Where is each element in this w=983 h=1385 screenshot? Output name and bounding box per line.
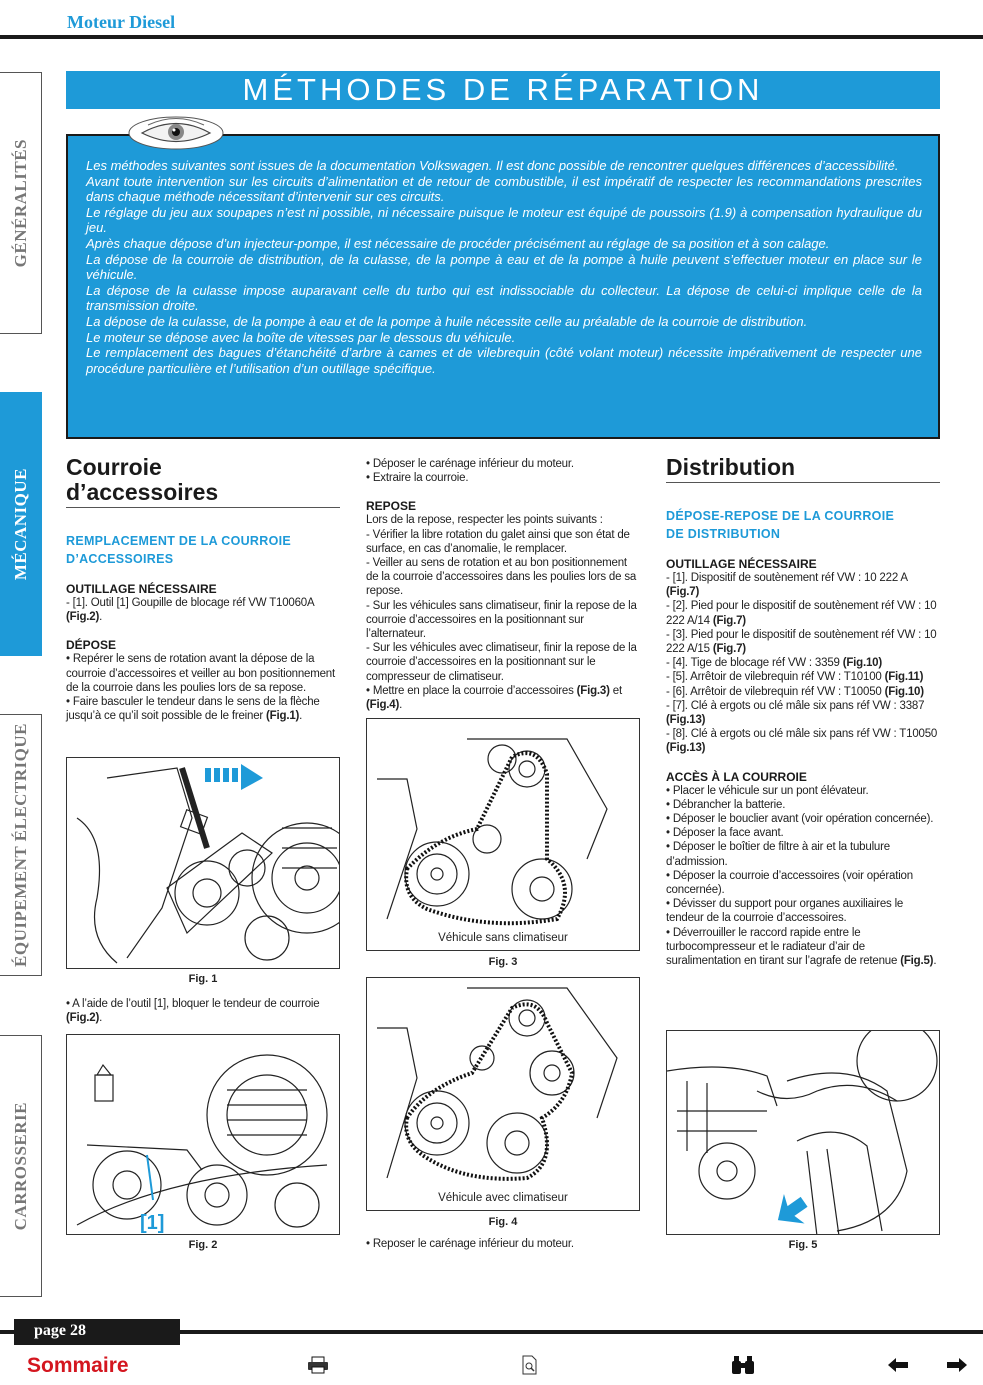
- tab-carrosserie[interactable]: [0, 1035, 42, 1297]
- depose-title: DÉPOSE: [66, 638, 117, 653]
- belt-diagram-with-ac: [367, 978, 640, 1188]
- figure-1: [66, 757, 340, 969]
- text: - [2]. Pied pour le dispositif de soutènement réf VW : 10 222 A/14: [666, 600, 937, 627]
- intro-paragraph: Après chaque dépose d’un injecteur-pompe, il est nécessaire de procéder précisément au réglage de sa position et à son calage.: [86, 235, 830, 251]
- intro-box: [66, 134, 940, 439]
- tab-equipement-electrique[interactable]: [0, 714, 42, 976]
- document-search-icon[interactable]: [517, 1354, 543, 1376]
- printer-icon[interactable]: [305, 1354, 331, 1376]
- intro-paragraph: La dépose de la culasse impose auparavant celle du turbo qui est indissociable du collecteur. La dépose de celui-ci implique celle de la transmission droite.: [86, 282, 922, 314]
- subheading-line: DE DISTRIBUTION: [666, 527, 781, 541]
- tool-item: [666, 571, 940, 599]
- intro-paragraph: La dépose de la culasse, de la pompe à eau et de la pompe à huile nécessite celle au préalable de la courroie de distribution.: [86, 313, 808, 329]
- tool-item: [666, 599, 940, 627]
- figure-ref[interactable]: (Fig.10): [842, 657, 883, 670]
- fig2-intro: • A l’aide de l’outil [1], bloquer le tendeur de courroie (Fig.2).: [66, 998, 320, 1025]
- page-title: MÉTHODES DE RÉPARATION: [242, 72, 764, 107]
- figure-caption: Fig. 4: [488, 1216, 518, 1228]
- tab-label: CARROSSERIE: [10, 1101, 30, 1231]
- section-heading: [66, 455, 340, 508]
- alternator-illustration: [67, 1035, 340, 1235]
- figure-caption: Fig. 2: [188, 1239, 218, 1251]
- acces-step: • Déposer la face avant.: [666, 827, 784, 840]
- repose-intro: Lors de la repose, respecter les points suivants :: [366, 514, 603, 527]
- figure-ref[interactable]: (Fig.13): [666, 714, 706, 727]
- repose-step: - Vérifier la libre rotation du galet ainsi que son état de surface, en cas d’anomalie, le remplacer.: [366, 528, 630, 555]
- column-courroie-accessoires: [66, 455, 340, 723]
- engine-illustration: [67, 758, 340, 969]
- figure-ref[interactable]: (Fig.2): [66, 611, 100, 624]
- sommaire-link[interactable]: Sommaire: [27, 1354, 129, 1377]
- text: - [7]. Clé à ergots ou clé mâle six pans réf VW : 3387: [666, 699, 925, 712]
- tab-mecanique[interactable]: [0, 392, 42, 656]
- section-heading: Distribution: [666, 455, 940, 483]
- depose-step: • Repérer le sens de rotation avant la dépose de la courroie d’accessoires et veiller au bon positionnement de la courroie dans les poulies lors de sa repose.: [66, 653, 335, 694]
- repose-step: - Sur les véhicules avec climatiseur, finir la repose de la courroie d’accessoires en la positionnant sur le compresseur de climatiseur.: [366, 642, 637, 683]
- tool-item: [666, 656, 940, 670]
- repose-title: REPOSE: [366, 499, 417, 514]
- outillage-title: OUTILLAGE NÉCESSAIRE: [66, 582, 217, 596]
- acces-step: • Placer le véhicule sur un pont élévateur.: [666, 784, 869, 797]
- eye-icon: [128, 116, 224, 150]
- belt-diagram-no-ac: [367, 719, 640, 929]
- figure-3: [366, 718, 640, 951]
- figure-label: Véhicule sans climatiseur: [438, 932, 568, 944]
- acces-step: • Débrancher la batterie.: [666, 798, 786, 811]
- turbo-hose-illustration: [667, 1031, 940, 1235]
- tool-item: [666, 628, 940, 656]
- figure-ref[interactable]: (Fig.7): [712, 614, 746, 627]
- page-number: page 28: [14, 1319, 180, 1345]
- figure-caption: Fig. 1: [188, 973, 218, 985]
- outillage-title: OUTILLAGE NÉCESSAIRE: [666, 557, 817, 571]
- acces-step: • Déverrouiller le raccord rapide entre le turbocompresseur et le radiateur d’air de suralimentation en tirant sur l’agrafe de retenue (Fig.5).: [666, 926, 937, 968]
- tool-label: [1]: [140, 1212, 165, 1234]
- text: • A l’aide de l’outil [1], bloquer le tendeur de courroie: [66, 998, 320, 1010]
- subheading: [666, 507, 940, 543]
- subheading-line: DÉPOSE-REPOSE DE LA COURROIE: [666, 509, 895, 523]
- acces-step: • Dévisser du support pour organes auxiliaires le tendeur de la courroie d’accessoires.: [666, 898, 904, 925]
- outillage-text: - [1]. Outil [1] Goupille de blocage réf VW T10060A (Fig.2).: [66, 597, 314, 624]
- repose-step: - Veiller au sens de rotation et au bon positionnement de la courroie d’accessoires dans les poulies lors de sa repose.: [366, 557, 637, 598]
- figure-ref[interactable]: (Fig.7): [666, 586, 700, 599]
- depose-step: • Faire basculer le tendeur dans le sens de la flèche jusqu’à ce qu’il soit possible de le freiner (Fig.1).: [66, 696, 320, 723]
- figure-ref[interactable]: (Fig.3): [576, 684, 610, 697]
- figure-4: [366, 977, 640, 1211]
- intro-paragraph: Le moteur se dépose avec la boîte de vitesses par le dessous du véhicule.: [86, 329, 516, 345]
- figure-ref[interactable]: (Fig.11): [884, 671, 924, 684]
- figure-ref[interactable]: (Fig.5): [900, 955, 934, 968]
- acces-step: • Déposer la courroie d’accessoires (voir opération concernée).: [666, 869, 913, 897]
- intro-paragraph: Avant toute intervention sur les circuits d’alimentation et de retour de combustible, il est impératif de respecter les recommandations prescrites dans chaque méthode nécessitant d’intervenir sur ces circuits.: [86, 173, 922, 205]
- tool-item: [666, 699, 940, 727]
- binoculars-icon[interactable]: [730, 1354, 756, 1376]
- figure-caption: Fig. 5: [788, 1239, 818, 1251]
- tool-item: [666, 670, 940, 684]
- text: - [1]. Dispositif de soutènement réf VW : 10 222 A: [666, 572, 908, 584]
- subheading-line: REMPLACEMENT DE LA COURROIE: [66, 534, 292, 548]
- text: - [5]. Arrêtoir de vilebrequin réf VW : T10100: [666, 671, 882, 684]
- text: • Déverrouiller le raccord rapide entre le turbocompresseur et le radiateur d’air de suralimentation en tirant sur l’agrafe de retenue: [666, 926, 898, 968]
- figure-2: [66, 1034, 340, 1235]
- text: - [3]. Pied pour le dispositif de soutènement réf VW : 10 222 A/15: [666, 628, 937, 656]
- text: - [1]. Outil [1] Goupille de blocage réf VW T10060A: [66, 597, 314, 609]
- subheading: [66, 532, 340, 568]
- figure-ref[interactable]: (Fig.13): [666, 742, 706, 755]
- text: - [6]. Arrêtoir de vilebrequin réf VW : T10050: [666, 685, 882, 698]
- page-banner: [66, 71, 940, 109]
- tool-item: [666, 727, 940, 755]
- top-rule: [0, 35, 983, 39]
- arrow-icon: [768, 1187, 815, 1235]
- heading-line: Courroie: [66, 454, 162, 480]
- heading-line: d’accessoires: [66, 479, 219, 505]
- section-title: Moteur Diesel: [67, 12, 176, 32]
- figure-ref[interactable]: (Fig.7): [712, 643, 746, 656]
- figure-5: [666, 1030, 940, 1235]
- text: • Faire basculer le tendeur dans le sens de la flèche jusqu’à ce qu’il soit possible de le freiner: [66, 696, 320, 723]
- figure-ref[interactable]: (Fig.10): [884, 685, 924, 698]
- text: et: [612, 684, 622, 697]
- tab-label: ÉQUIPEMENT ÉLECTRIQUE: [10, 723, 30, 967]
- final-step: • Reposer le carénage inférieur du moteur.: [366, 1238, 574, 1250]
- arrow-left-icon[interactable]: [885, 1354, 911, 1376]
- acces-title: ACCÈS À LA COURROIE: [666, 769, 807, 784]
- repose-step: • Mettre en place la courroie d’accessoires (Fig.3) et (Fig.4).: [366, 684, 622, 712]
- tool-item: [666, 685, 940, 699]
- figure-ref[interactable]: (Fig.4): [366, 699, 400, 712]
- step: • Extraire la courroie.: [366, 472, 469, 485]
- figure-ref[interactable]: (Fig.2): [66, 1012, 100, 1025]
- column-repose: [366, 457, 640, 712]
- figure-caption: Fig. 3: [488, 956, 518, 968]
- subheading-line: D’ACCESSOIRES: [66, 552, 174, 566]
- figure-label: Véhicule avec climatiseur: [438, 1192, 568, 1204]
- tab-label: MÉCANIQUE: [10, 467, 30, 581]
- text: - [8]. Clé à ergots ou clé mâle six pans réf VW : T10050: [666, 728, 938, 741]
- repose-step: - Sur les véhicules sans climatiseur, finir la repose de la courroie d’accessoires en la positionnant sur l’alternateur.: [366, 599, 637, 641]
- intro-paragraph: Les méthodes suivantes sont issues de la documentation Volkswagen. Il est donc possible de rencontrer quelques différences d’accessibilité.: [86, 158, 899, 173]
- intro-paragraph: La dépose de la courroie de distribution, de la culasse, de la pompe à eau et de la pompe à huile peuvent s’effectuer moteur en place sur le véhicule.: [86, 251, 922, 283]
- acces-step: • Déposer le bouclier avant (voir opération concernée).: [666, 813, 934, 826]
- tab-label: GÉNÉRALITÉS: [10, 138, 30, 268]
- text: - [4]. Tige de blocage réf VW : 3359: [666, 657, 840, 670]
- step: • Déposer le carénage inférieur du moteur.: [366, 458, 574, 470]
- tab-generalites[interactable]: [0, 72, 42, 334]
- intro-paragraph: Le réglage du jeu aux soupapes n’est ni possible, ni nécessaire puisque le moteur est équipé de poussoirs (1.9) à compensation hydraulique du jeu.: [86, 204, 922, 236]
- acces-step: • Déposer le boîtier de filtre à air et la tubulure d’admission.: [666, 841, 890, 868]
- text: • Mettre en place la courroie d’accessoires: [366, 684, 574, 697]
- arrow-right-icon[interactable]: [944, 1354, 970, 1376]
- column-distribution: [666, 455, 940, 968]
- intro-paragraph: Le remplacement des bagues d’étanchéité d’arbre à cames et de vilebrequin (côté volant moteur) nécessite impérativement de respecter une procédure particulière et l’utilisation d’un outillage spécifique.: [86, 345, 922, 376]
- figure-ref[interactable]: (Fig.1): [266, 710, 300, 723]
